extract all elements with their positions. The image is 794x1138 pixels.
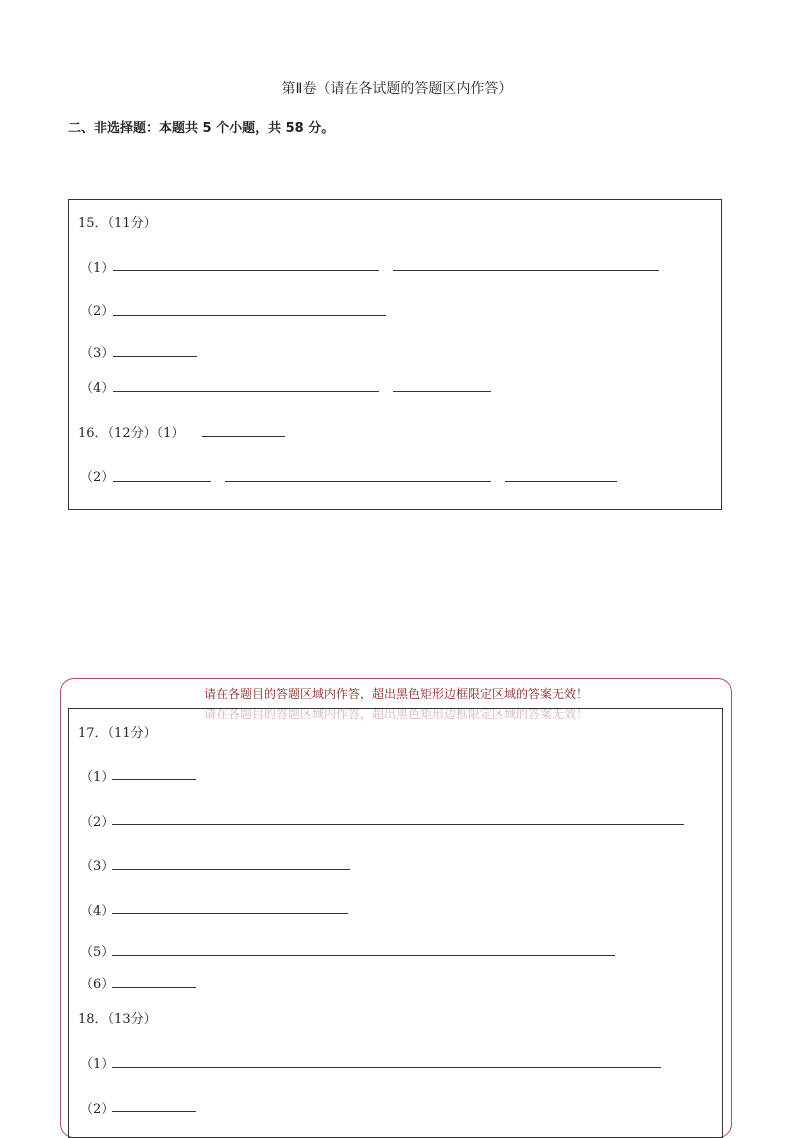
- question-18-header: 18．（13分）: [78, 1012, 157, 1027]
- answer-region-notice: 请在各题目的答题区域内作答，超出黑色矩形边框限定区域的答案无效！: [203, 687, 588, 701]
- question-15-1-label: （1）: [80, 261, 115, 276]
- question-17-header: 17．（11分）: [78, 726, 157, 741]
- question-16-2-label: （2）: [80, 470, 115, 485]
- answer-region-notice-ghost: 请在各题目的答题区域内作答，超出黑色矩形边框限定区域的答案无效！: [203, 707, 588, 721]
- answer-box-17-18: [68, 708, 723, 1138]
- answer-line-15-2[interactable]: [113, 315, 386, 316]
- answer-line-16-2-a[interactable]: [113, 481, 211, 482]
- question-17-4-label: （4）: [80, 904, 115, 919]
- question-17-6-label: （6）: [80, 977, 115, 992]
- answer-line-15-4-a[interactable]: [113, 391, 379, 392]
- answer-line-18-2[interactable]: [112, 1111, 196, 1112]
- question-15-2-label: （2）: [80, 304, 115, 319]
- answer-line-16-2-b[interactable]: [225, 481, 491, 482]
- question-15-4-label: （4）: [80, 381, 115, 396]
- question-16-header: 16．（12分）（1）: [78, 426, 185, 441]
- answer-line-18-1[interactable]: [112, 1067, 661, 1068]
- answer-line-17-2[interactable]: [112, 824, 684, 825]
- section-heading: 二、非选择题：本题共 5 个小题，共 58 分。: [68, 121, 335, 136]
- answer-line-15-3[interactable]: [113, 356, 197, 357]
- question-17-5-label: （5）: [80, 945, 115, 960]
- answer-line-17-4[interactable]: [112, 913, 348, 914]
- question-18-1-label: （1）: [80, 1057, 115, 1072]
- question-18-2-label: （2）: [80, 1102, 115, 1117]
- question-17-2-label: （2）: [80, 815, 115, 830]
- question-15-header: 15．（11分）: [78, 216, 157, 231]
- answer-line-16-2-c[interactable]: [505, 481, 617, 482]
- question-17-3-label: （3）: [80, 859, 115, 874]
- answer-line-16-1[interactable]: [202, 436, 285, 437]
- question-15-3-label: （3）: [80, 346, 115, 361]
- answer-line-15-4-b[interactable]: [393, 391, 491, 392]
- answer-line-17-6[interactable]: [112, 987, 196, 988]
- answer-box-15-16: [68, 199, 722, 510]
- answer-line-17-1[interactable]: [112, 779, 196, 780]
- page-title: 第Ⅱ卷（请在各试题的答题区内作答）: [281, 81, 513, 97]
- answer-line-15-1-a[interactable]: [113, 270, 379, 271]
- answer-line-17-3[interactable]: [112, 869, 350, 870]
- answer-line-15-1-b[interactable]: [393, 270, 659, 271]
- answer-line-17-5[interactable]: [112, 955, 615, 956]
- question-17-1-label: （1）: [80, 770, 115, 785]
